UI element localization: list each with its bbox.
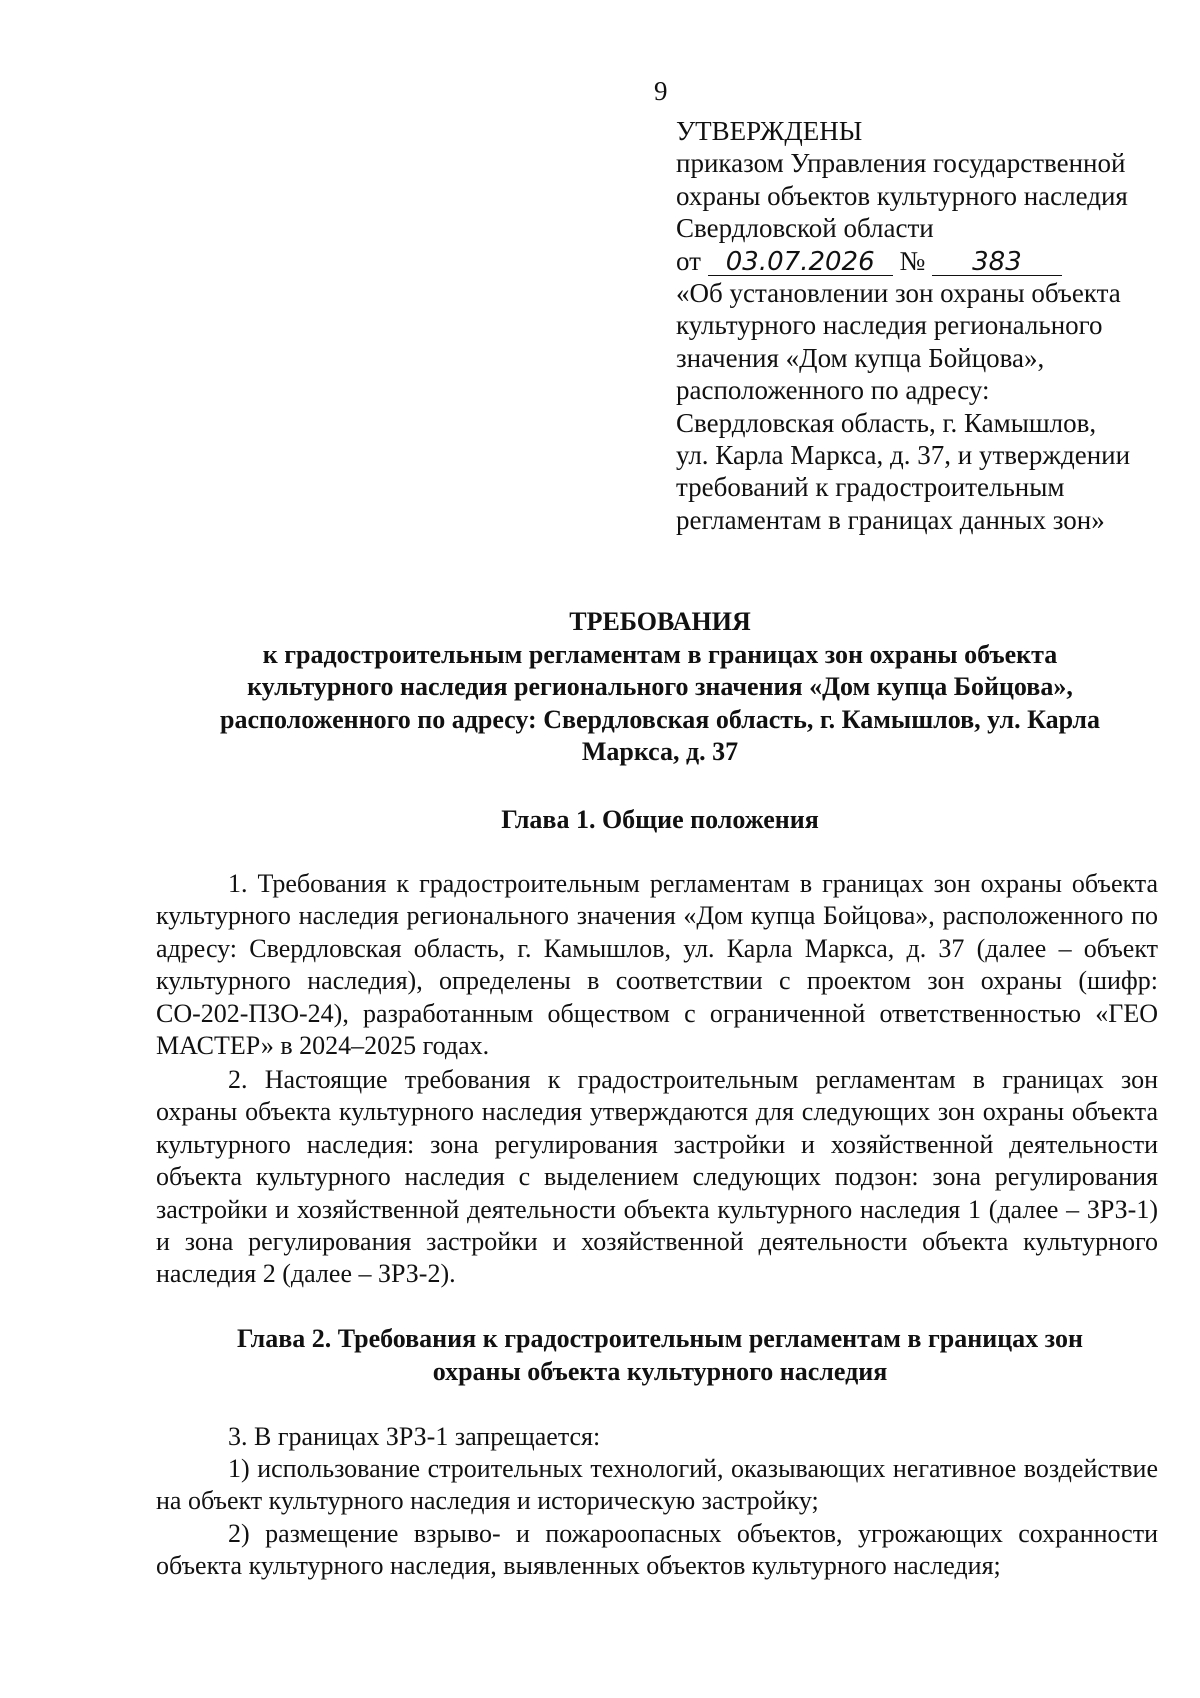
title-line: культурного наследия регионального значения «Дом купца Бойцова», — [247, 672, 1073, 701]
approval-date-line — [676, 245, 1176, 277]
title-line: к градостроительным регламентам в границах зон охраны объекта — [262, 639, 1058, 669]
chapter-1-title: Глава 1. Общие положения — [501, 805, 819, 834]
approval-subject-line: ул. Карла Маркса, д. 37, и утверждении — [676, 440, 1131, 471]
handwritten-number: 383 — [932, 249, 1062, 276]
approval-subject-line: требований к градостроительным — [676, 472, 1065, 503]
paragraph-3: 3. В границах ЗРЗ-1 запрещается: — [228, 1422, 601, 1451]
number-prefix: № — [899, 245, 926, 276]
paragraph-1: 1. Требования к градостроительным регламентам в границах зон охраны объекта культурного наследия регионального значения «Дом купца Бойцова», расположенного по адресу: Свердловская область, г. Камышлов, ул. Карла Маркса, д. 37 (далее – объект культурного наследия), определены в соответствии с проектом зон охраны (шифр: СО-202-ПЗО-24), разработанным обществом с ограниченной ответственностью «ГЕО МАСТЕР» в 2024–2025 годах. — [156, 869, 1158, 1061]
handwritten-date: 03.07.2026 — [708, 249, 893, 276]
approval-heading: УТВЕРЖДЕНЫ — [676, 116, 863, 146]
approval-line: охраны объектов культурного наследия — [676, 180, 1128, 211]
page-number: 9 — [654, 76, 668, 106]
date-prefix: от — [676, 245, 701, 276]
approval-line: приказом Управления государственной — [676, 148, 1126, 179]
approval-subject-line: расположенного по адресу: — [676, 375, 990, 406]
list-item-1: 1) использование строительных технологий, оказывающих негативное воздействие на объект культурного наследия и историческую застройку; — [156, 1454, 1158, 1516]
chapter-2-title-line: Глава 2. Требования к градостроительным регламентам в границах зон — [237, 1324, 1083, 1353]
approval-subject-line: «Об установлении зон охраны объекта — [676, 278, 1121, 309]
title-line: расположенного по адресу: Свердловская область, г. Камышлов, ул. Карла — [219, 704, 1100, 734]
list-item-2: 2) размещение взрыво- и пожароопасных объектов, угрожающих сохранности объекта культурного наследия, выявленных объектов культурного наследия; — [156, 1519, 1158, 1581]
approval-subject-line: Свердловская область, г. Камышлов, — [676, 407, 1097, 438]
approval-subject-line: значения «Дом купца Бойцова», — [676, 342, 1045, 373]
paragraph-2: 2. Настоящие требования к градостроительным регламентам в границах зон охраны объекта культурного наследия утверждаются для следующих зон охраны объекта культурного наследия: зона регулирования застройки и хозяйственной деятельности объекта культурного наследия с выделением следующих подзон: зона регулирования застройки и хозяйственной деятельности объекта культурного наследия 1 (далее – ЗРЗ-1) и зона регулирования застройки и хозяйственной деятельности объекта культурного наследия 2 (далее – ЗРЗ-2). — [156, 1065, 1158, 1289]
title-line: Маркса, д. 37 — [581, 737, 739, 766]
chapter-2-title-line: охраны объекта культурного наследия — [432, 1356, 888, 1386]
approval-stamp — [676, 115, 1176, 536]
title-heading: ТРЕБОВАНИЯ — [569, 607, 751, 636]
approval-subject-line: регламентам в границах данных зон» — [676, 504, 1105, 535]
approval-subject-line: культурного наследия регионального — [676, 310, 1103, 341]
chapter-2-title — [150, 1323, 1170, 1388]
approval-line: Свердловской области — [676, 213, 934, 244]
document-title — [150, 606, 1170, 769]
